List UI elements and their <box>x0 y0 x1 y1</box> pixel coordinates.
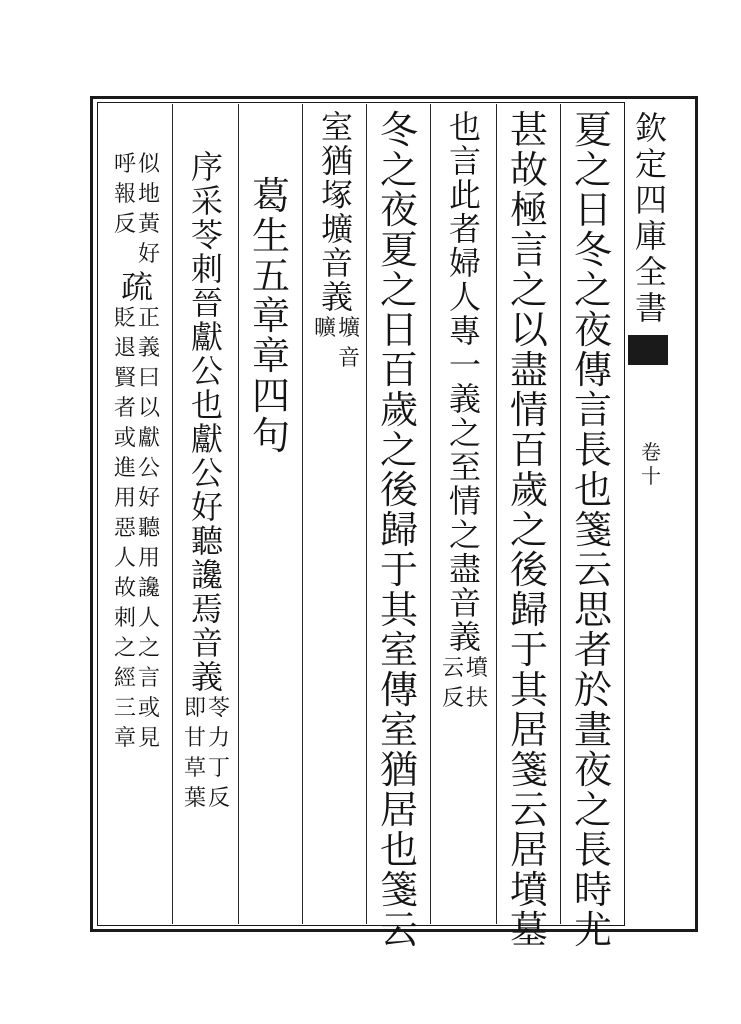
glyph: 三 <box>113 696 136 721</box>
margin-divider <box>624 102 625 926</box>
glyph: 居 <box>509 828 548 872</box>
column-divider <box>302 104 303 924</box>
glyph: 四 <box>251 374 290 418</box>
text-column-5 <box>308 110 366 374</box>
glyph: 于 <box>379 548 418 592</box>
glyph: 見 <box>138 726 161 751</box>
glyph: 賢 <box>113 366 136 391</box>
glyph: 之 <box>573 788 612 832</box>
glyph: 云 <box>441 656 464 681</box>
text-column-1 <box>566 110 620 950</box>
glyph: 室 <box>379 628 418 672</box>
glyph: 用 <box>138 546 161 571</box>
glyph: 也 <box>190 386 223 424</box>
glyph: 歸 <box>509 588 548 632</box>
glyph: 獻 <box>190 420 223 458</box>
glyph: 之 <box>448 414 481 452</box>
glyph: 猶 <box>320 142 353 180</box>
glyph: 塚 <box>320 176 353 214</box>
glyph: 夜 <box>573 748 612 792</box>
glyph: 公 <box>138 456 161 481</box>
interlinear-note <box>184 694 230 814</box>
glyph: 呼 <box>113 152 136 177</box>
glyph: 也 <box>573 468 612 512</box>
glyph: 獻 <box>138 426 161 451</box>
glyph: 思 <box>573 588 612 632</box>
glyph: 力 <box>208 726 231 751</box>
glyph: 之 <box>509 268 548 312</box>
text-column-4 <box>372 110 426 950</box>
glyph: 反 <box>441 686 464 711</box>
glyph: 甚 <box>509 108 548 152</box>
glyph: 反 <box>113 212 136 237</box>
glyph: 歲 <box>509 468 548 512</box>
glyph: 夜 <box>573 308 612 352</box>
glyph: 葉 <box>183 786 206 811</box>
interlinear-note <box>114 150 160 270</box>
column-divider <box>430 104 431 924</box>
glyph: 草 <box>183 756 206 781</box>
glyph: 後 <box>379 468 418 512</box>
glyph: 反 <box>208 786 231 811</box>
text-column-8 <box>104 150 170 754</box>
glyph: 庫 <box>634 217 667 255</box>
glyph: 正 <box>138 306 161 331</box>
glyph: 生 <box>251 214 290 258</box>
glyph: 刺 <box>113 606 136 631</box>
glyph: 者 <box>448 210 481 248</box>
column-divider <box>172 104 173 924</box>
text-column-3 <box>436 110 494 714</box>
glyph: 焉 <box>190 590 223 628</box>
glyph: 言 <box>573 388 612 432</box>
glyph: 惡 <box>113 516 136 541</box>
glyph: 夜 <box>379 188 418 232</box>
glyph: 夏 <box>573 108 612 152</box>
glyph: 墓 <box>509 908 548 952</box>
glyph: 聽 <box>190 522 223 560</box>
glyph: 句 <box>251 414 290 458</box>
glyph: 音 <box>448 584 481 622</box>
glyph: 居 <box>509 708 548 752</box>
glyph: 好 <box>138 242 161 267</box>
column-divider <box>496 104 497 924</box>
glyph: 箋 <box>573 508 612 552</box>
glyph: 者 <box>573 628 612 672</box>
glyph: 貶 <box>113 306 136 331</box>
glyph: 好 <box>138 486 161 511</box>
glyph: 義 <box>138 336 161 361</box>
glyph: 箋 <box>509 748 548 792</box>
glyph: 時 <box>573 868 612 912</box>
glyph: 室 <box>379 708 418 752</box>
interlinear-note <box>442 654 488 714</box>
glyph: 苓 <box>190 216 223 254</box>
glyph: 獻 <box>190 318 223 356</box>
glyph: 義 <box>320 278 353 316</box>
glyph: 室 <box>320 108 353 146</box>
glyph: 故 <box>113 576 136 601</box>
glyph: 序 <box>190 148 223 186</box>
glyph: 章 <box>251 294 290 338</box>
glyph: 傳 <box>573 348 612 392</box>
glyph: 報 <box>113 182 136 207</box>
glyph: 即 <box>183 696 206 721</box>
glyph: 之 <box>113 636 136 661</box>
glyph: 言 <box>509 228 548 272</box>
glyph: 尤 <box>573 908 612 952</box>
glyph: 公 <box>190 352 223 390</box>
glyph: 言 <box>448 142 481 180</box>
text-column-7 <box>178 150 236 814</box>
glyph: 甘 <box>183 726 206 751</box>
glyph: 黃 <box>138 212 161 237</box>
column-divider <box>366 104 367 924</box>
glyph: 地 <box>138 182 161 207</box>
glyph: 於 <box>573 668 612 712</box>
glyph: 之 <box>573 268 612 312</box>
glyph: 其 <box>379 588 418 632</box>
glyph: 全 <box>634 253 667 291</box>
glyph: 猶 <box>379 748 418 792</box>
glyph: 其 <box>509 668 548 712</box>
glyph: 葛 <box>251 174 290 218</box>
glyph: 之 <box>138 636 161 661</box>
glyph: 之 <box>509 508 548 552</box>
glyph: 用 <box>113 486 136 511</box>
margin-juan <box>628 440 674 488</box>
fishtail-mark <box>628 335 668 365</box>
glyph: 長 <box>573 428 612 472</box>
glyph: 故 <box>509 148 548 192</box>
glyph: 後 <box>509 548 548 592</box>
glyph: 壙 <box>338 316 361 341</box>
glyph: 或 <box>138 696 161 721</box>
glyph: 音 <box>320 244 353 282</box>
text-column-2 <box>502 110 556 950</box>
glyph: 音 <box>190 624 223 662</box>
glyph: 四 <box>634 181 667 219</box>
glyph: 情 <box>448 482 481 520</box>
glyph: 傳 <box>379 668 418 712</box>
glyph: 聽 <box>138 516 161 541</box>
glyph: 壙 <box>320 210 353 248</box>
glyph: 書 <box>634 289 667 327</box>
glyph: 定 <box>634 145 667 183</box>
glyph: 專 <box>448 312 481 350</box>
glyph: 言 <box>138 666 161 691</box>
glyph: 墳 <box>509 868 548 912</box>
glyph: 之 <box>448 516 481 554</box>
glyph: 百 <box>509 428 548 472</box>
interlinear-note <box>114 304 160 754</box>
glyph: 者 <box>113 396 136 421</box>
column-divider <box>238 104 239 924</box>
glyph: 丁 <box>208 756 231 781</box>
glyph: 讒 <box>190 556 223 594</box>
glyph: 義 <box>190 658 223 696</box>
glyph: 曰 <box>138 366 161 391</box>
glyph: 五 <box>251 254 290 298</box>
glyph: 以 <box>138 396 161 421</box>
glyph: 之 <box>379 268 418 312</box>
glyph: 之 <box>379 148 418 192</box>
glyph: 似 <box>138 152 161 177</box>
glyph: 夏 <box>379 228 418 272</box>
glyph: 云 <box>573 548 612 592</box>
glyph: 一 <box>448 346 481 384</box>
column-divider <box>560 104 561 924</box>
glyph: 歲 <box>379 388 418 432</box>
glyph: 極 <box>509 188 548 232</box>
glyph: 情 <box>509 388 548 432</box>
glyph: 日 <box>379 308 418 352</box>
glyph: 卷 <box>641 440 661 464</box>
glyph: 退 <box>113 336 136 361</box>
glyph: 讒 <box>138 576 161 601</box>
glyph: 或 <box>113 426 136 451</box>
glyph: 云 <box>509 788 548 832</box>
glyph: 十 <box>641 464 661 488</box>
glyph: 好 <box>190 488 223 526</box>
interlinear-note <box>314 314 360 374</box>
glyph: 盡 <box>509 348 548 392</box>
glyph: 日 <box>573 188 612 232</box>
glyph: 長 <box>573 828 612 872</box>
glyph: 音 <box>338 346 361 371</box>
glyph: 之 <box>573 148 612 192</box>
glyph: 墳 <box>466 656 489 681</box>
glyph: 婦 <box>448 244 481 282</box>
glyph: 歸 <box>379 508 418 552</box>
glyph: 義 <box>448 380 481 418</box>
glyph: 欽 <box>634 109 667 147</box>
glyph: 進 <box>113 456 136 481</box>
glyph: 曠 <box>313 316 336 341</box>
glyph: 至 <box>448 448 481 486</box>
glyph: 扶 <box>466 686 489 711</box>
glyph: 云 <box>379 908 418 952</box>
glyph: 人 <box>448 278 481 316</box>
glyph: 冬 <box>573 228 612 272</box>
glyph: 公 <box>190 454 223 492</box>
glyph: 此 <box>448 176 481 214</box>
glyph: 疏 <box>120 268 153 306</box>
glyph: 冬 <box>379 108 418 152</box>
glyph: 也 <box>448 108 481 146</box>
glyph: 之 <box>379 428 418 472</box>
glyph: 百 <box>379 348 418 392</box>
glyph: 章 <box>113 726 136 751</box>
glyph: 苓 <box>208 696 231 721</box>
glyph: 義 <box>448 618 481 656</box>
glyph: 人 <box>138 606 161 631</box>
glyph: 也 <box>379 828 418 872</box>
glyph: 章 <box>251 334 290 378</box>
glyph: 采 <box>190 182 223 220</box>
glyph: 刺 <box>190 250 223 288</box>
glyph: 人 <box>113 546 136 571</box>
glyph: 于 <box>509 628 548 672</box>
glyph: 經 <box>113 666 136 691</box>
text-column-6 <box>244 176 298 456</box>
glyph: 居 <box>379 788 418 832</box>
glyph: 箋 <box>379 868 418 912</box>
glyph: 以 <box>509 308 548 352</box>
glyph: 晉 <box>190 284 223 322</box>
margin-title <box>628 110 674 326</box>
glyph: 晝 <box>573 708 612 752</box>
glyph: 盡 <box>448 550 481 588</box>
